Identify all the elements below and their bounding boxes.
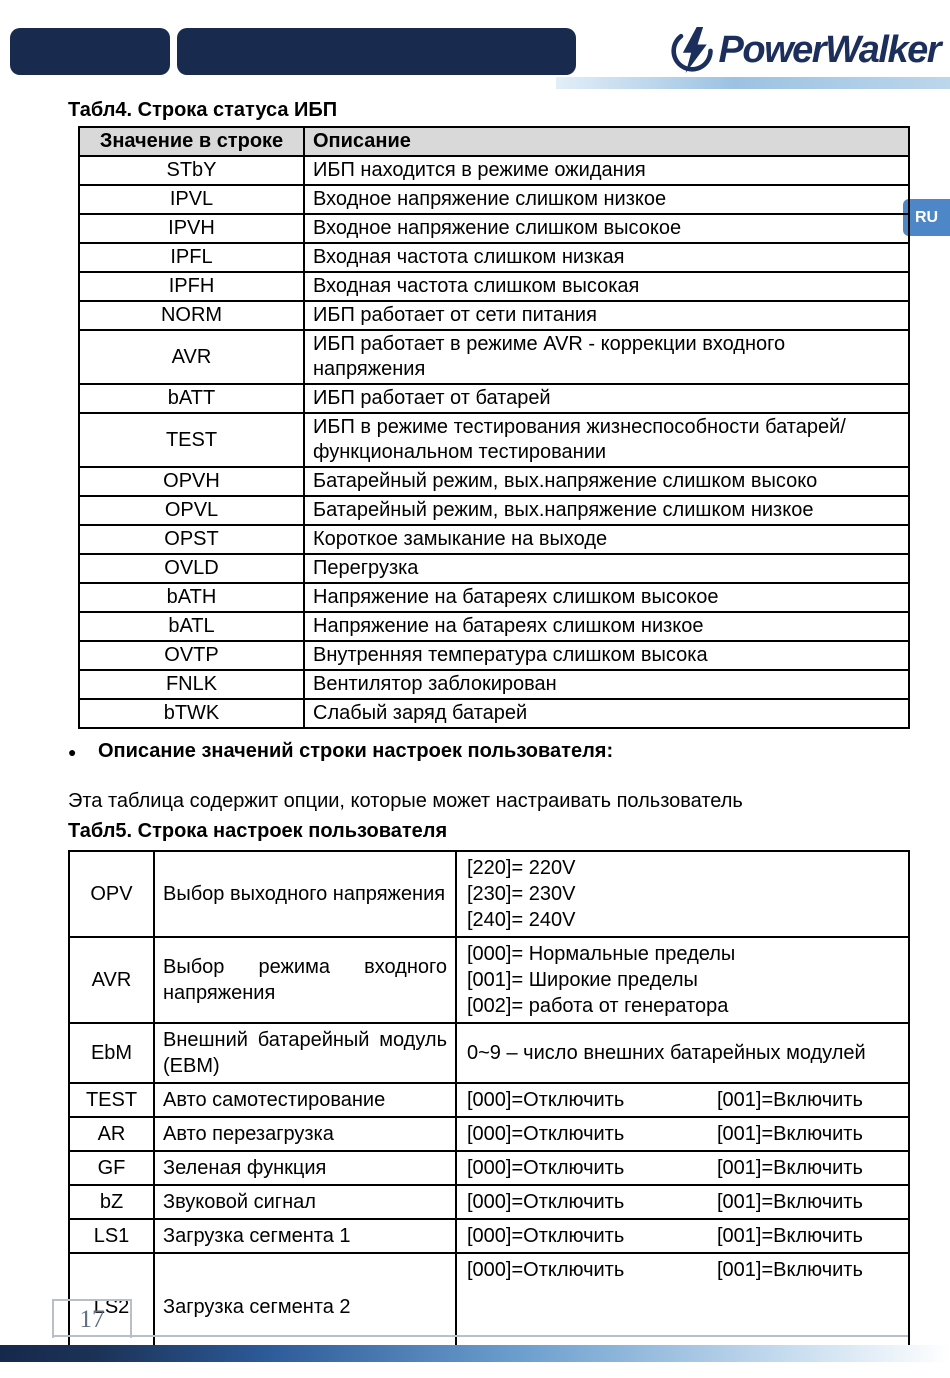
status-description: Перегрузка [304,554,909,583]
settings-intro: Эта таблица содержит опции, которые может настраивать пользователь [68,790,743,812]
option-value: [001]= Широкие пределы [467,969,698,991]
page-number: 17 [52,1299,132,1338]
status-table-row [79,554,909,583]
option-value: [000]=Отключить [467,1191,625,1213]
status-code: bTWK [79,699,304,728]
options-pair [467,1121,898,1147]
setting-code: EbM [69,1023,154,1083]
header-bar-center [177,28,576,75]
status-table-header-desc: Описание [304,127,909,156]
status-table-row [79,583,909,612]
setting-name: Загрузка сегмента 1 [154,1219,456,1253]
setting-options [456,1083,909,1117]
status-table-row [79,301,909,330]
settings-table-row [69,1185,909,1219]
setting-options [456,1151,909,1185]
status-table-row [79,413,909,467]
status-description: Входное напряжение слишком высокое [304,214,909,243]
status-table-header-row [79,127,909,156]
status-table-row [79,670,909,699]
option-value: [001]=Включить [717,1259,863,1281]
status-code: IPVH [79,214,304,243]
setting-code: bZ [69,1185,154,1219]
status-table [78,126,910,729]
options-pair [467,1257,898,1283]
options-pair [467,1223,898,1249]
status-code: IPFH [79,272,304,301]
setting-code: AVR [69,937,154,1023]
status-code: OPVL [79,496,304,525]
option-value: [001]=Включить [717,1225,863,1247]
setting-code: TEST [69,1083,154,1117]
setting-options [456,1023,909,1083]
options-pair [467,1189,898,1215]
option-value: [001]=Включить [717,1123,863,1145]
status-table-row [79,496,909,525]
option-value: [000]=Отключить [467,1157,625,1179]
settings-table-row [69,1219,909,1253]
setting-name: Внешний батарейный модуль (EBM) [154,1023,456,1083]
option-value: [001]=Включить [717,1191,863,1213]
option-value: [000]=Отключить [467,1259,625,1281]
status-table-row [79,699,909,728]
status-table-row [79,214,909,243]
header-gradient-strip [556,77,950,89]
status-description: Входная частота слишком высокая [304,272,909,301]
option-value: [001]=Включить [717,1089,863,1111]
status-code: NORM [79,301,304,330]
status-code: FNLK [79,670,304,699]
option-value: [230]= 230V [467,883,576,905]
bullet-icon: ● [68,744,77,760]
setting-name: Зеленая функция [154,1151,456,1185]
option-value: [220]= 220V [467,857,576,879]
option-value: [000]= Нормальные пределы [467,943,736,965]
status-code: IPVL [79,185,304,214]
setting-code: LS1 [69,1219,154,1253]
header-bar-left [10,28,170,75]
setting-options [456,1117,909,1151]
status-description: Входное напряжение слишком низкое [304,185,909,214]
status-table-row [79,330,909,384]
setting-name: Звуковой сигнал [154,1185,456,1219]
status-description: Короткое замыкание на выходе [304,525,909,554]
footer-gradient-bar [0,1345,950,1362]
status-table-row [79,243,909,272]
status-description: ИБП работает от сети питания [304,301,909,330]
status-table-row [79,467,909,496]
settings-bullet-heading [68,738,908,766]
options-pair [467,1087,898,1113]
option-value: [000]=Отключить [467,1123,625,1145]
status-code: STbY [79,156,304,185]
setting-code: OPV [69,851,154,937]
options-pair [467,1155,898,1181]
status-description: Напряжение на батареях слишком высокое [304,583,909,612]
status-table-title: Табл4. Строка статуса ИБП [68,99,338,121]
status-description: Входная частота слишком низкая [304,243,909,272]
option-value: [000]=Отключить [467,1089,625,1111]
settings-table-row [69,1151,909,1185]
status-code: AVR [79,330,304,384]
status-table-row [79,156,909,185]
status-code: IPFL [79,243,304,272]
settings-table-row [69,1023,909,1083]
setting-code: AR [69,1117,154,1151]
status-description: ИБП находится в режиме ожидания [304,156,909,185]
settings-table [68,850,910,1362]
status-table-row [79,272,909,301]
option-value: [001]=Включить [717,1157,863,1179]
status-description: Внутренняя температура слишком высока [304,641,909,670]
setting-options [456,1219,909,1253]
page-content [68,97,908,1362]
powerwalker-logo [670,24,940,76]
status-table-body [79,156,909,728]
status-description: Слабый заряд батарей [304,699,909,728]
status-table-row [79,185,909,214]
option-value: [002]= работа от генератора [467,995,729,1017]
status-table-row [79,641,909,670]
settings-table-row [69,1083,909,1117]
setting-name: Авто самотестирование [154,1083,456,1117]
settings-table-row [69,1117,909,1151]
setting-options [456,1185,909,1219]
page-number-rule [52,1335,908,1337]
bullet-heading-text: Описание значений строки настроек пользователя: [98,740,614,762]
status-description: ИБП работает от батарей [304,384,909,413]
status-table-row [79,612,909,641]
status-code: bATT [79,384,304,413]
setting-name: Авто перезагрузка [154,1117,456,1151]
status-code: bATH [79,583,304,612]
status-code: OVLD [79,554,304,583]
option-value: 0~9 – число внешних батарейных модулей [467,1042,866,1064]
powerwalker-logo-icon [670,27,716,73]
status-code: TEST [79,413,304,467]
status-table-row [79,525,909,554]
status-code: OPST [79,525,304,554]
settings-table-body [69,851,909,1361]
status-table-row [79,384,909,413]
setting-options [456,937,909,1023]
settings-table-row [69,851,909,937]
status-description: ИБП в режиме тестирования жизнеспособности батарей/функциональном тестировании [304,413,909,467]
status-description: Батарейный режим, вых.напряжение слишком высоко [304,467,909,496]
status-description: ИБП работает в режиме AVR - коррекции входного напряжения [304,330,909,384]
status-table-header-value: Значение в строке [79,127,304,156]
setting-name: Выбор выходного напряжения [154,851,456,937]
status-code: bATL [79,612,304,641]
setting-name: Загрузка сегмента 2 [154,1253,456,1361]
setting-options [456,851,909,937]
status-description: Батарейный режим, вых.напряжение слишком низкое [304,496,909,525]
option-value: [000]=Отключить [467,1225,625,1247]
settings-table-title: Табл5. Строка настроек пользователя [68,820,448,842]
setting-name: Выбор режима входного напряжения [154,937,456,1023]
option-value: [240]= 240V [467,909,576,931]
settings-table-row [69,937,909,1023]
setting-code: GF [69,1151,154,1185]
language-tab: RU [903,199,950,236]
setting-code: LS2 [69,1253,154,1361]
brand-text: PowerWalker [718,28,940,71]
status-code: OPVH [79,467,304,496]
status-description: Напряжение на батареях слишком низкое [304,612,909,641]
status-description: Вентилятор заблокирован [304,670,909,699]
status-code: OVTP [79,641,304,670]
